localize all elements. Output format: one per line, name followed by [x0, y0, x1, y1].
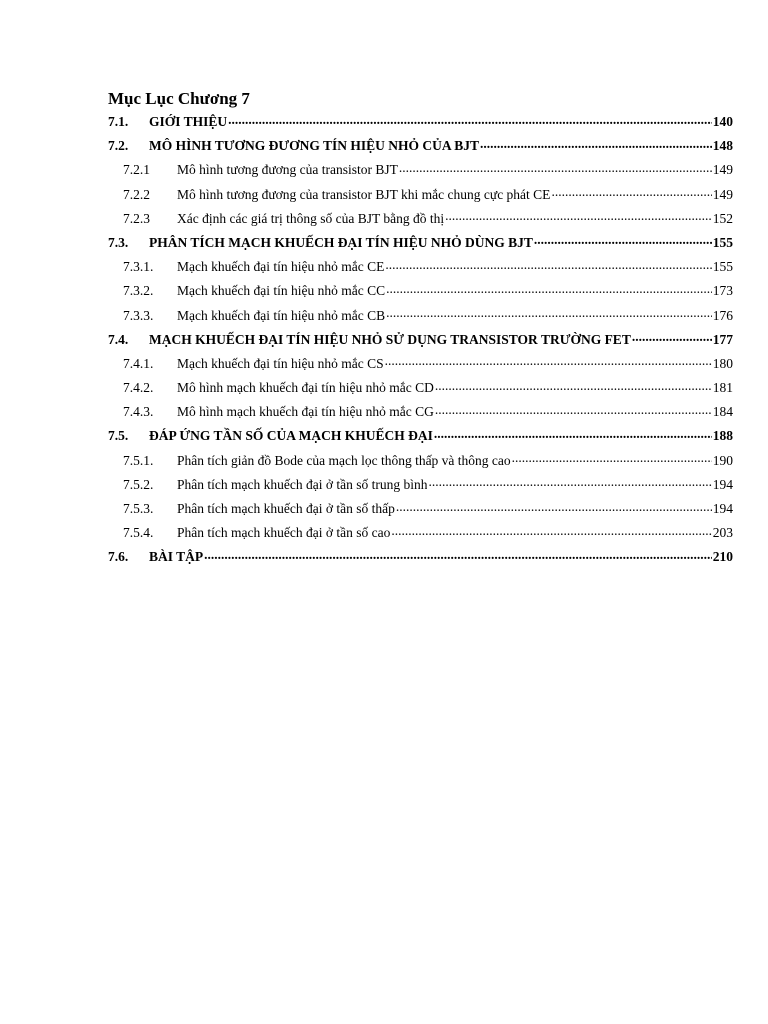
toc-entry-label: Mạch khuếch đại tín hiệu nhỏ mắc CS — [177, 355, 384, 371]
dot-leader — [632, 330, 712, 344]
toc-entry-page-number: 188 — [712, 428, 733, 444]
toc-entry-label: Mô hình tương đương của transistor BJT — [177, 162, 398, 178]
dot-leader — [445, 209, 712, 223]
toc-entry-page-number: 180 — [712, 355, 733, 371]
toc-entry-number: 7.4.3. — [123, 404, 154, 420]
dot-leader — [385, 258, 711, 272]
toc-entry-label: Phân tích mạch khuếch đại ở tần số thấp — [177, 501, 395, 516]
toc-entry-page-number: 177 — [712, 331, 733, 347]
dot-leader — [551, 185, 711, 199]
toc-section-entry[interactable] — [108, 158, 733, 182]
toc-entry-label: Mô hình mạch khuếch đại tín hiệu nhỏ mắc CD — [177, 380, 434, 396]
toc-entry-label: MÔ HÌNH TƯƠNG ĐƯƠNG TÍN HIỆU NHỎ CỦA BJT — [149, 138, 480, 154]
toc-entry-page-number: 203 — [712, 525, 733, 541]
toc-entry-number: 7.3.2. — [123, 283, 154, 299]
table-of-contents — [108, 88, 733, 570]
toc-entry-page-number: 181 — [712, 380, 733, 396]
toc-entry-number: 7.5.3. — [123, 501, 154, 516]
dot-leader — [386, 306, 712, 320]
toc-section-entry[interactable] — [108, 376, 733, 400]
toc-entry-page-number: 149 — [712, 186, 733, 202]
toc-section-entry[interactable] — [108, 400, 733, 424]
toc-entry-label: BÀI TẬP — [149, 549, 204, 565]
toc-entry-number: 7.2.3 — [123, 210, 150, 226]
toc-entry-number: 7.3.1. — [123, 259, 154, 275]
dot-leader — [204, 548, 712, 562]
toc-chapter-entry[interactable] — [108, 231, 733, 255]
toc-list — [108, 110, 733, 570]
toc-entry-label: GIỚI THIỆU — [149, 114, 228, 129]
toc-entry-label: Phân tích giản đồ Bode của mạch lọc thông thấp và thông cao — [177, 452, 511, 468]
toc-entry-page-number: 140 — [712, 114, 733, 129]
toc-entry-number: 7.4.1. — [123, 355, 154, 371]
toc-entry-number: 7.5.1. — [123, 452, 154, 468]
toc-entry-page-number: 210 — [712, 549, 733, 565]
toc-entry-page-number: 148 — [712, 138, 733, 154]
toc-entry-page-number: 149 — [712, 162, 733, 178]
toc-entry-number: 7.2. — [108, 138, 129, 154]
toc-entry-label: ĐÁP ỨNG TẦN SỐ CỦA MẠCH KHUẾCH ĐẠI — [149, 428, 433, 444]
toc-entry-page-number: 176 — [712, 307, 733, 323]
toc-entry-page-number: 194 — [712, 476, 733, 492]
toc-entry-page-number: 173 — [712, 283, 733, 299]
toc-entry-number: 7.3.3. — [123, 307, 154, 323]
dot-leader — [385, 354, 712, 368]
toc-entry-label: Mạch khuếch đại tín hiệu nhỏ mắc CC — [177, 283, 386, 299]
toc-entry-page-number: 194 — [712, 501, 733, 516]
toc-section-entry[interactable] — [108, 304, 733, 328]
toc-chapter-entry[interactable] — [108, 545, 733, 569]
toc-entry-label: PHÂN TÍCH MẠCH KHUẾCH ĐẠI TÍN HIỆU NHỎ DÙNG BJT — [149, 234, 533, 250]
dot-leader — [534, 233, 712, 247]
toc-entry-page-number: 190 — [712, 452, 733, 468]
dot-leader — [435, 379, 712, 393]
dot-leader — [512, 451, 712, 465]
toc-section-entry[interactable] — [108, 497, 733, 521]
toc-entry-label: Mạch khuếch đại tín hiệu nhỏ mắc CE — [177, 259, 385, 275]
toc-entry-number: 7.4.2. — [123, 380, 154, 396]
toc-entry-number: 7.3. — [108, 234, 129, 250]
toc-entry-page-number: 155 — [712, 234, 733, 250]
toc-entry-number: 7.5.4. — [123, 525, 154, 541]
toc-section-entry[interactable] — [108, 183, 733, 207]
toc-entry-label: MẠCH KHUẾCH ĐẠI TÍN HIỆU NHỎ SỬ DỤNG TRANSISTOR TRƯỜNG FET — [149, 331, 631, 347]
dot-leader — [480, 137, 712, 151]
toc-entry-number: 7.4. — [108, 331, 129, 347]
toc-entry-page-number: 152 — [712, 210, 733, 226]
dot-leader — [434, 427, 712, 441]
toc-section-entry[interactable] — [108, 255, 733, 279]
toc-chapter-entry[interactable] — [108, 134, 733, 158]
toc-entry-number: 7.6. — [108, 549, 129, 565]
dot-leader — [428, 475, 711, 489]
toc-section-entry[interactable] — [108, 279, 733, 303]
toc-chapter-entry[interactable] — [108, 328, 733, 352]
toc-entry-page-number: 184 — [712, 404, 733, 420]
toc-entry-label: Mô hình tương đương của transistor BJT khi mắc chung cực phát CE — [177, 186, 551, 202]
toc-entry-label: Mạch khuếch đại tín hiệu nhỏ mắc CB — [177, 307, 386, 323]
toc-section-entry[interactable] — [108, 521, 733, 545]
toc-entry-label: Xác định các giá trị thông số của BJT bằng đồ thị — [177, 210, 445, 226]
toc-entry-label: Phân tích mạch khuếch đại ở tần số trung bình — [177, 476, 428, 492]
toc-entry-number: 7.1. — [108, 114, 129, 129]
dot-leader — [391, 524, 711, 538]
toc-section-entry[interactable] — [108, 473, 733, 497]
dot-leader — [386, 282, 712, 296]
toc-entry-label: Phân tích mạch khuếch đại ở tần số cao — [177, 525, 391, 541]
dot-leader — [396, 500, 712, 514]
dot-leader — [399, 161, 712, 175]
toc-section-entry[interactable] — [108, 352, 733, 376]
dot-leader — [435, 403, 712, 417]
toc-entry-label: Mô hình mạch khuếch đại tín hiệu nhỏ mắc CG — [177, 404, 434, 420]
toc-entry-number: 7.5.2. — [123, 476, 154, 492]
toc-section-entry[interactable] — [108, 449, 733, 473]
toc-entry-page-number: 155 — [712, 259, 733, 275]
toc-section-entry[interactable] — [108, 207, 733, 231]
dot-leader — [228, 113, 712, 127]
toc-entry-number: 7.5. — [108, 428, 129, 444]
toc-entry-number: 7.2.2 — [123, 186, 150, 202]
toc-chapter-entry[interactable] — [108, 110, 733, 134]
toc-title: Mục Lục Chương 7 — [108, 89, 250, 108]
toc-chapter-entry[interactable] — [108, 424, 733, 448]
toc-entry-number: 7.2.1 — [123, 162, 150, 178]
